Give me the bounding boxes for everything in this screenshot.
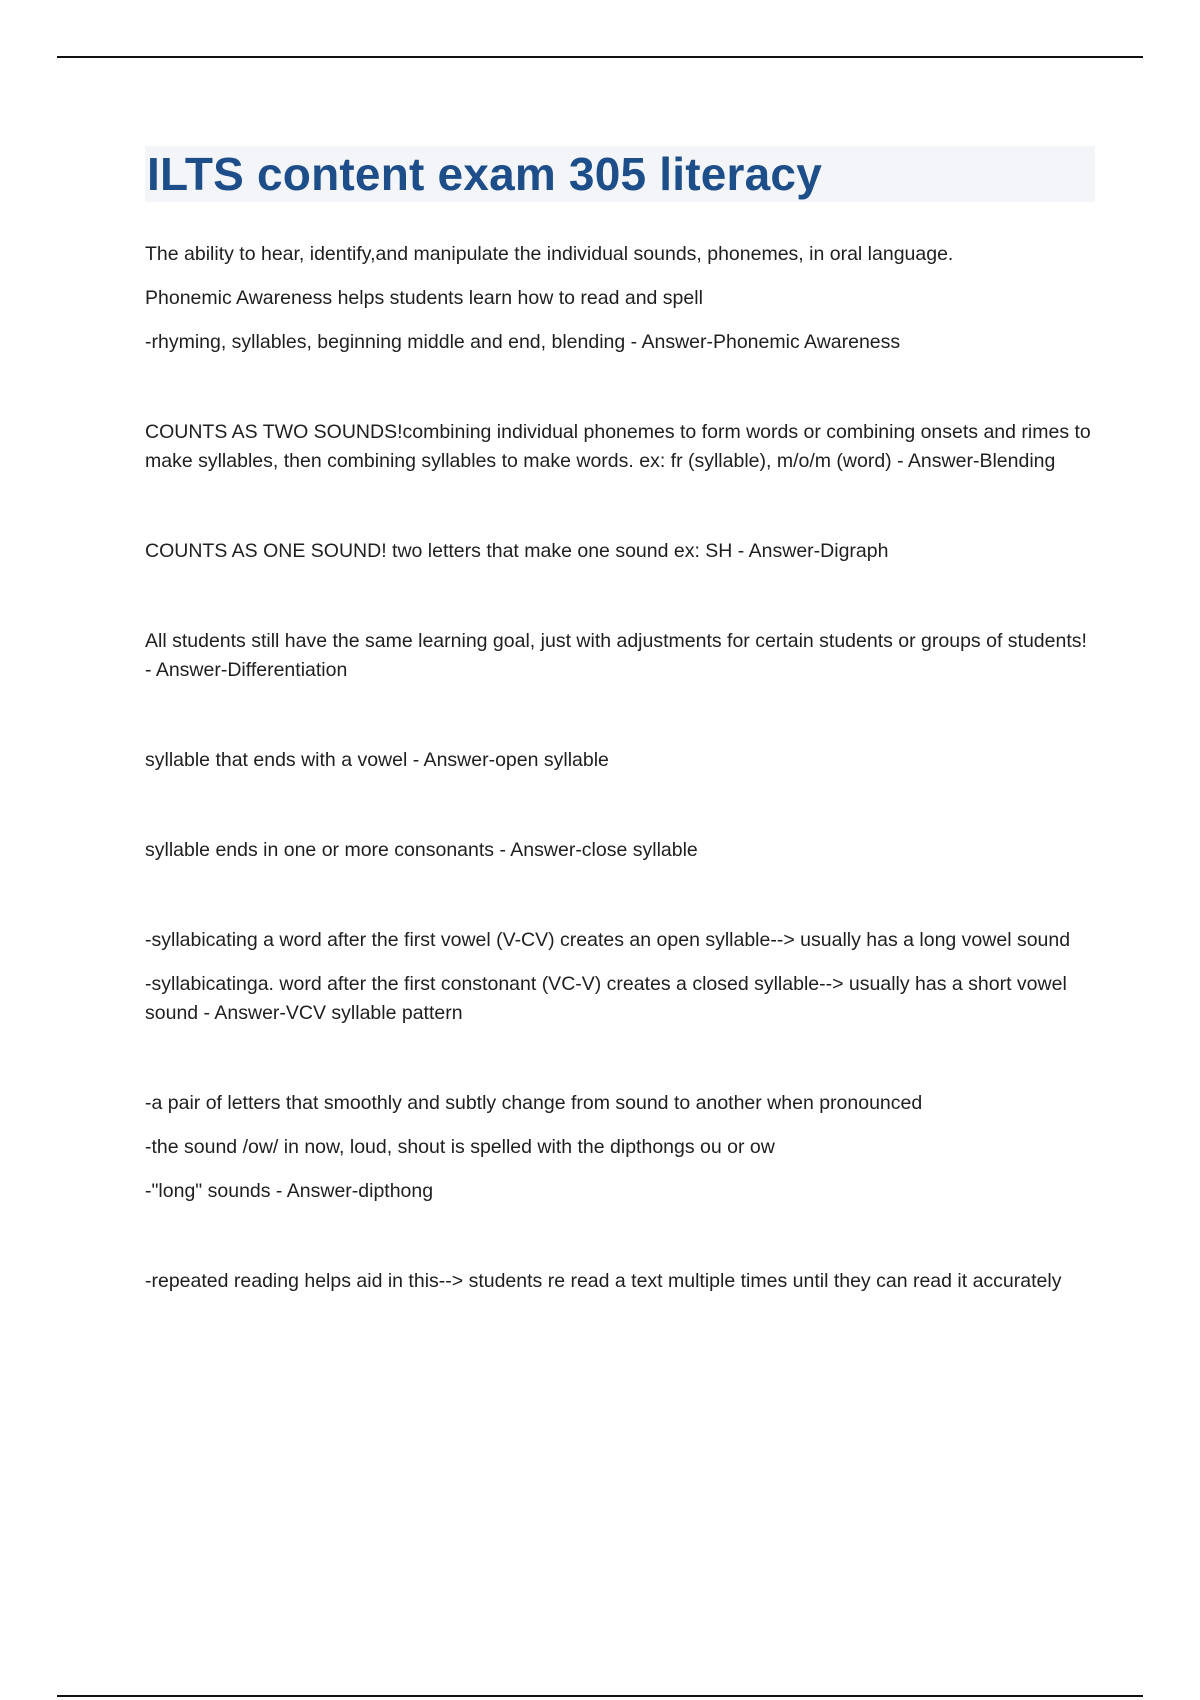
flashcard-entry	[145, 836, 1095, 865]
entry-line: -repeated reading helps aid in this--> students re read a text multiple times until they can read it accurately	[145, 1270, 1062, 1292]
entry-line: COUNTS AS ONE SOUND! two letters that make one sound ex: SH - Answer-Digraph	[145, 540, 889, 562]
flashcard-entry	[145, 537, 1095, 566]
entry-line: The ability to hear, identify,and manipulate the individual sounds, phonemes, in oral language.	[145, 243, 954, 265]
flashcard-entry	[145, 1089, 1095, 1206]
document-title: ILTS content exam 305 literacy	[147, 148, 822, 200]
entry-line: -rhyming, syllables, beginning middle and end, blending - Answer-Phonemic Awareness	[145, 331, 901, 353]
entry-line: COUNTS AS TWO SOUNDS!combining individual phonemes to form words or combining onsets and rimes to make syllables, then combining syllables to make words. ex: fr (syllable), m/o/m (word) - Answer-Blending	[145, 421, 1091, 472]
entry-line: syllable ends in one or more consonants - Answer-close syllable	[145, 839, 698, 861]
entry-line: -syllabicating a word after the first vowel (V-CV) creates an open syllable--> usually has a long vowel sound	[145, 929, 1071, 951]
entry-line: -a pair of letters that smoothly and subtly change from sound to another when pronounced	[145, 1092, 923, 1114]
entry-line: -"long" sounds - Answer-dipthong	[145, 1180, 434, 1202]
entry-line: All students still have the same learning goal, just with adjustments for certain students or groups of students! - Answer-Differentiation	[145, 630, 1087, 681]
flashcard-entry	[145, 926, 1095, 1028]
flashcard-entry	[145, 418, 1095, 476]
flashcard-entry	[145, 746, 1095, 775]
top-rule	[57, 56, 1143, 58]
flashcard-entry	[145, 1267, 1095, 1296]
flashcard-entry	[145, 240, 1095, 357]
title-band	[145, 146, 1095, 202]
entry-line: syllable that ends with a vowel - Answer-open syllable	[145, 749, 609, 771]
entry-line: -the sound /ow/ in now, loud, shout is spelled with the dipthongs ou or ow	[145, 1136, 775, 1158]
bottom-rule	[57, 1695, 1143, 1697]
entry-line: Phonemic Awareness helps students learn how to read and spell	[145, 287, 703, 309]
document-body	[145, 146, 1095, 1357]
flashcard-entry	[145, 627, 1095, 685]
entry-line: -syllabicatinga. word after the first constonant (VC-V) creates a closed syllable--> usually has a short vowel sound - Answer-VCV syllable pattern	[145, 973, 1067, 1024]
